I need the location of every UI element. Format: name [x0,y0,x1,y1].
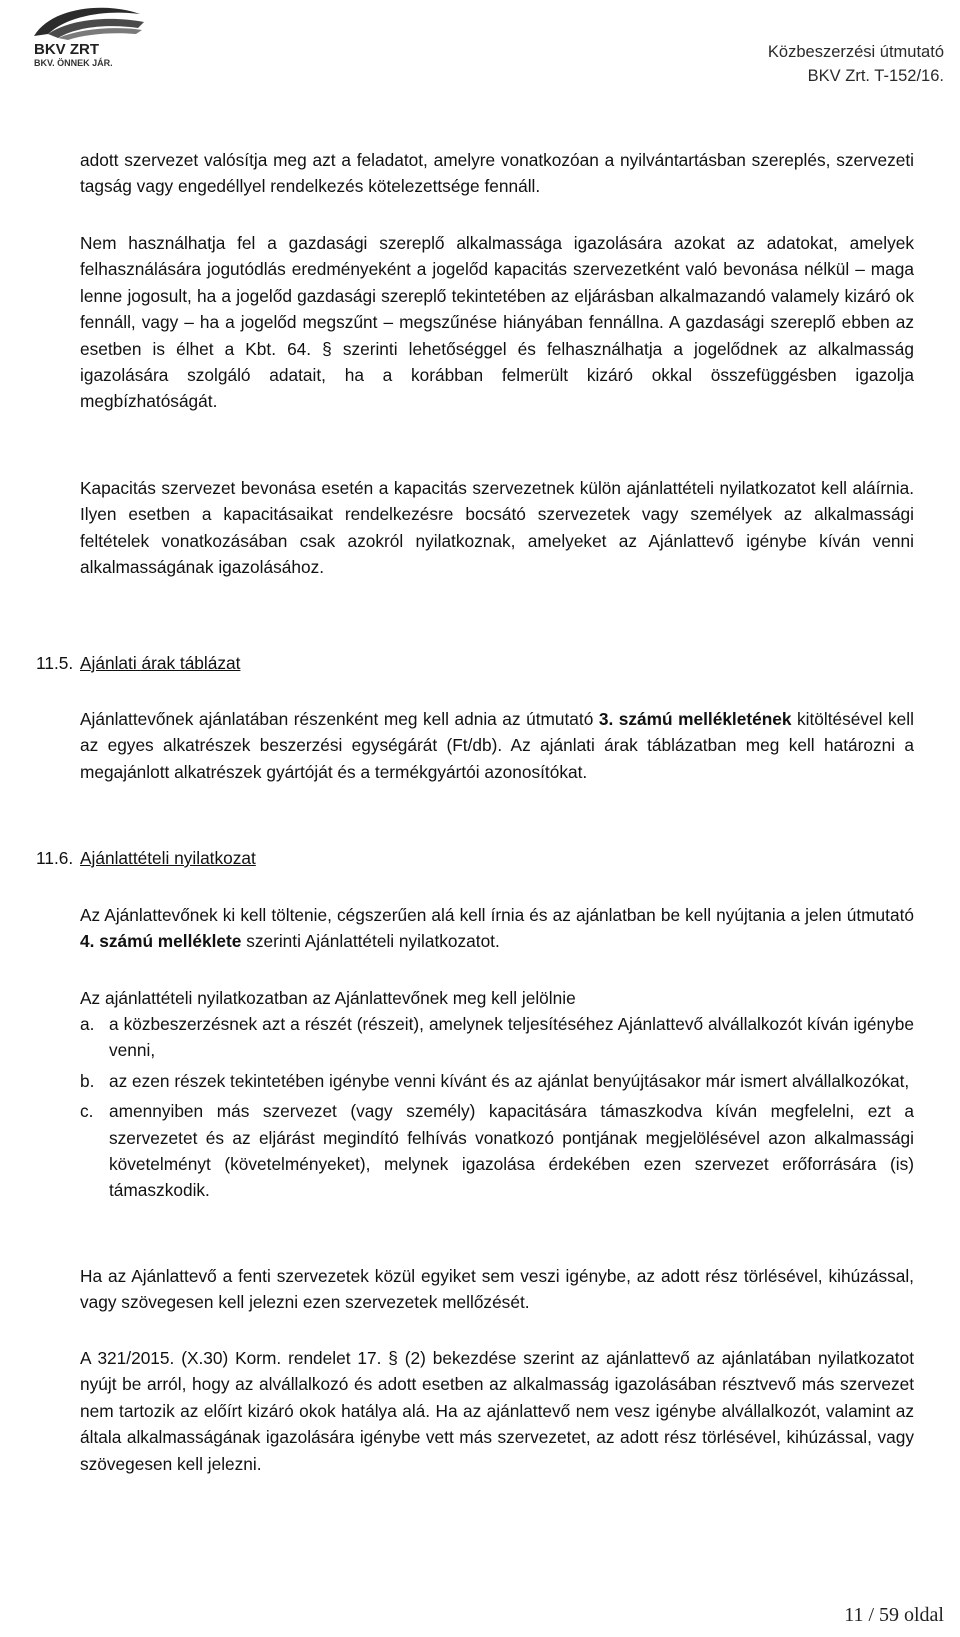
paragraph-kapacitas: Kapacitás szervezet bevonása esetén a kapacitás szervezetnek külön ajánlattételi nyilatkozatot kell aláírnia. Ilyen esetben a kapacitásaikat rendelkezésre bocsátó szervezetek vagy személyek az alkalmassági feltételek vonatkozásában csak azokról nyilatkoznak, amelyeket az Ajánlattevő igénybe kíván venni alkalmasságának igazolásához. [80,478,914,578]
document-reference: BKV Zrt. T-152/16. [807,67,944,85]
page-number: 11 / 59 oldal [844,1604,944,1626]
paragraph-ajanlatteteli: Az Ajánlattevőnek ki kell töltenie, cégszerűen alá kell írnia és az ajánlatban be kell nyújtania a jelen útmutató 4. számú melléklete szerinti Ajánlattételi nyilatkozatot. [80,905,914,952]
document-header [768,40,944,88]
bold-annex-ref: 4. számú melléklete [80,931,242,952]
logo-text: BKV ZRT [34,41,99,58]
document-title: Közbeszerzési útmutató [767,43,944,61]
list-intro: Az ajánlattételi nyilatkozatban az Ajánlattevőnek meg kell jelölnie [80,988,576,1008]
requirements-list [80,1011,914,1208]
list-item: a. a közbeszerzésnek azt a részét (részeit), amelynek teljesítéséhez Ajánlattevő alvállalkozót kíván igénybe venni, [80,1014,914,1061]
paragraph-korm-rendelet: A 321/2015. (X.30) Korm. rendelet 17. § (2) bekezdése szerint az ajánlattevő az ajánlatában nyilatkozatot nyújt be arról, hogy az alvállalkozó és adott esetben az alkalmasság igazolásában résztvevő más szervezet nem tartozik az előírt kizáró okok hatálya alá. Ha az ajánlattevő nem vesz igénybe alvállalkozót, valamint az általa alkalmasságának igazolására igénybe vett más szervezetet, az adott rész törlésével, kihúzással, vagy szövegesen kell jelezni. [80,1348,914,1474]
section-title: Ajánlati árak táblázat [80,653,241,673]
list-item: c. amennyiben más szervezet (vagy személy) kapacitására támaszkodva kíván megfelelni, ezt a szervezetet és az eljárást megindító felhívás vonatkozó pontjának megjelölésével azon alkalmassági követelményt (követelményeket), melynek igazolása érdekében ezen szervezet erőforrására (is) támaszkodik. [80,1101,914,1201]
section-title: Ajánlattételi nyilatkozat [80,848,256,868]
logo-tagline: BKV. ÖNNEK JÁR. [34,58,113,68]
section-heading-11-6 [36,845,256,871]
section-number: 11.6. [36,848,74,868]
paragraph-continuation: adott szervezet valósítja meg azt a feladatot, amelyre vonatkozóan a nyilvántartásban szereplés, szervezeti tagság vagy engedéllyel rendelkezés kötelezettsége fennáll. [80,150,914,197]
bkv-logo-graphic [12,4,162,70]
paragraph-jogelod: Nem használhatja fel a gazdasági szereplő alkalmassága igazolására azokat az adatokat, amelyek felhasználására jogutódlás eredményeként a jogelőd kapacitás szervezetként való bevonása nélkül – maga lenne jogosult, ha a jogelőd gazdasági szereplő tekintetében az eljárásban alkalmazandó valamely kizáró ok fennáll, vagy – ha a jogelőd megszűnt – megszűnése hiányában fennállna. A gazdasági szereplő ebben az esetben is élhet a Kbt. 64. § szerinti lehetőséggel és felhasználhatja a jogelődnek az alkalmasság igazolására szolgáló adatait, ha a korábban felmerült kizáró okkal összefüggésben igazolja megbízhatóságát. [80,233,914,412]
paragraph-ajanlati-arak: Ajánlattevőnek ajánlatában részenként meg kell adnia az útmutató 3. számú mellékletének kitöltésével kell az egyes alkatrészek beszerzési egységárát (Ft/db). Az ajánlati árak táblázatban meg kell határozni a megajánlott alkatrészek gyártóját és a termékgyártói azonosítókat. [80,709,914,782]
bold-annex-ref: 3. számú mellékletének [598,709,792,729]
list-item: b. az ezen részek tekintetében igénybe venni kívánt és az ajánlat benyújtásakor már ismert alvállalkozókat, [80,1070,910,1091]
bkv-logo [12,4,162,70]
paragraph-mellozes: Ha az Ajánlattevő a fenti szervezetek közül egyiket sem veszi igénybe, az adott rész törlésével, kihúzással, vagy szövegesen kell jelezni ezen szervezetek mellőzését. [80,1266,914,1313]
section-heading-11-5 [36,650,240,676]
section-number: 11.5. [36,653,74,673]
